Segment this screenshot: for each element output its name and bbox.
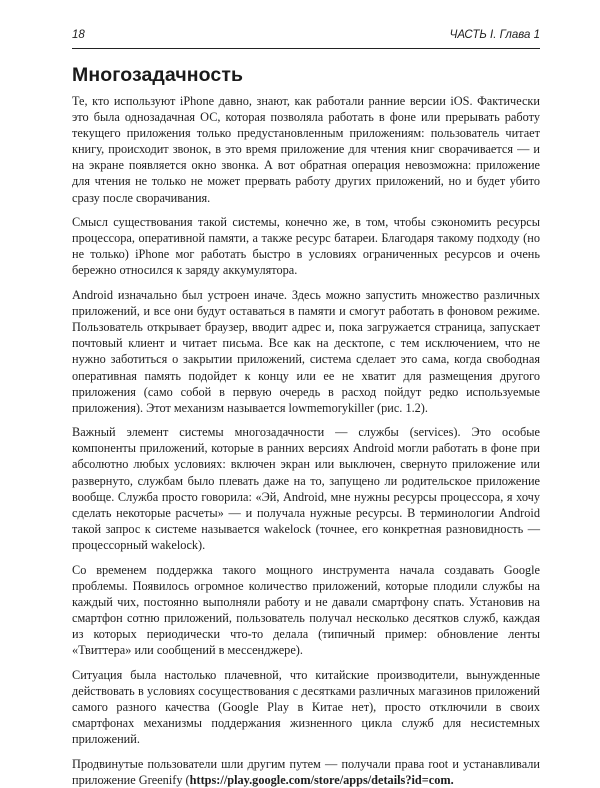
page-number: 18 (72, 29, 85, 41)
paragraph: Android изначально был устроен иначе. Здесь можно запустить множество различных приложений, и все они будут оставаться в памяти и смогут работать в фоновом режиме. Пользователь открывает браузер, вводит адрес и, пока загружается страница, запускает почтовый клиент и читает письма. Все как на десктопе, с тем исключением, что не нужно заботиться о закрытии приложений, система сделает это сама, когда свободная оперативная память подойдет к концу или ее не хватит для размещения другого приложения (само собой в первую очередь в расход пойдут редко используемые приложения). Этот механизм называется lowmemorykiller (рис. 1.2). (72, 288, 540, 415)
section-title: Многозадачность (72, 64, 244, 86)
paragraph: Те, кто используют iPhone давно, знают, как работали ранние версии iOS. Фактически это была однозадачная ОС, которая позволяла работать в фоне или прерывать работу текущего приложения только предустановленным приложениям: пользователь читает книгу, происходит звонок, в это время приложение для чтения книг сворачивается — и на экране появляется окно звонка. А вот обратная операция невозможна: приложение для чтения не только не может прервать работу других приложений, но и будет убито сразу после сворачивания. (72, 94, 540, 205)
paragraph-last (72, 756, 540, 788)
running-title: ЧАСТЬ I. Глава 1 (449, 29, 540, 41)
paragraph: Смысл существования такой системы, конечно же, в том, чтобы сэкономить ресурсы процессора, оперативной памяти, а также ресурс батареи. Благодаря такому подходу (но не только) iPhone мог работать быстро в условиях ограниченных ресурсов и очень бережно относился к заряду аккумулятора. (72, 215, 540, 278)
paragraph: Ситуация была настолько плачевной, что китайские производители, вынужденные действовать в условиях сосуществования с десятками различных магазинов приложений самого разного качества (Google Play в Китае нет), просто отключили в своих смартфонах механизмы поддержания жизненного цикла служб для несистемных приложений. (72, 667, 540, 746)
page-header (72, 26, 540, 49)
paragraph: Со временем поддержка такого мощного инструмента начала создавать Google проблемы. Появилось огромное количество приложений, которые плодили службы на каждый чих, постоянно выполняли работу и не давали смартфону спать. Установив на смартфон сотню приложений, пользователь получал несколько десятков служб, каждая из которых периодически что-то делала (типичный пример: обновление ленты «Твиттера» или сообщений в мессенджере). (72, 562, 540, 657)
paragraph: Важный элемент системы многозадачности — службы (services). Это особые компоненты приложений, которые в ранних версиях Android могли работать в фоне при абсолютно любых условиях: включен экран или выключен, свернуто приложение или развернуто, службам было плевать даже на то, запущено ли родительское приложение вообще. Служба просто говорила: «Эй, Android, мне нужны ресурсы процессора, я хочу сделать некоторые расчеты» — и получала нужные ресурсы. В терминологии Android такой запрос к системе называется wakelock (точнее, его конкретная разновидность — процессорный wakelock). (72, 425, 540, 552)
paragraph-last-text: Продвинутые пользователи шли другим путем — получали права root и устанавливали приложение Greenify ( (72, 756, 540, 787)
body-text (72, 93, 540, 788)
greenify-url: https://play.google.com/store/apps/details?id=com. (189, 772, 454, 787)
